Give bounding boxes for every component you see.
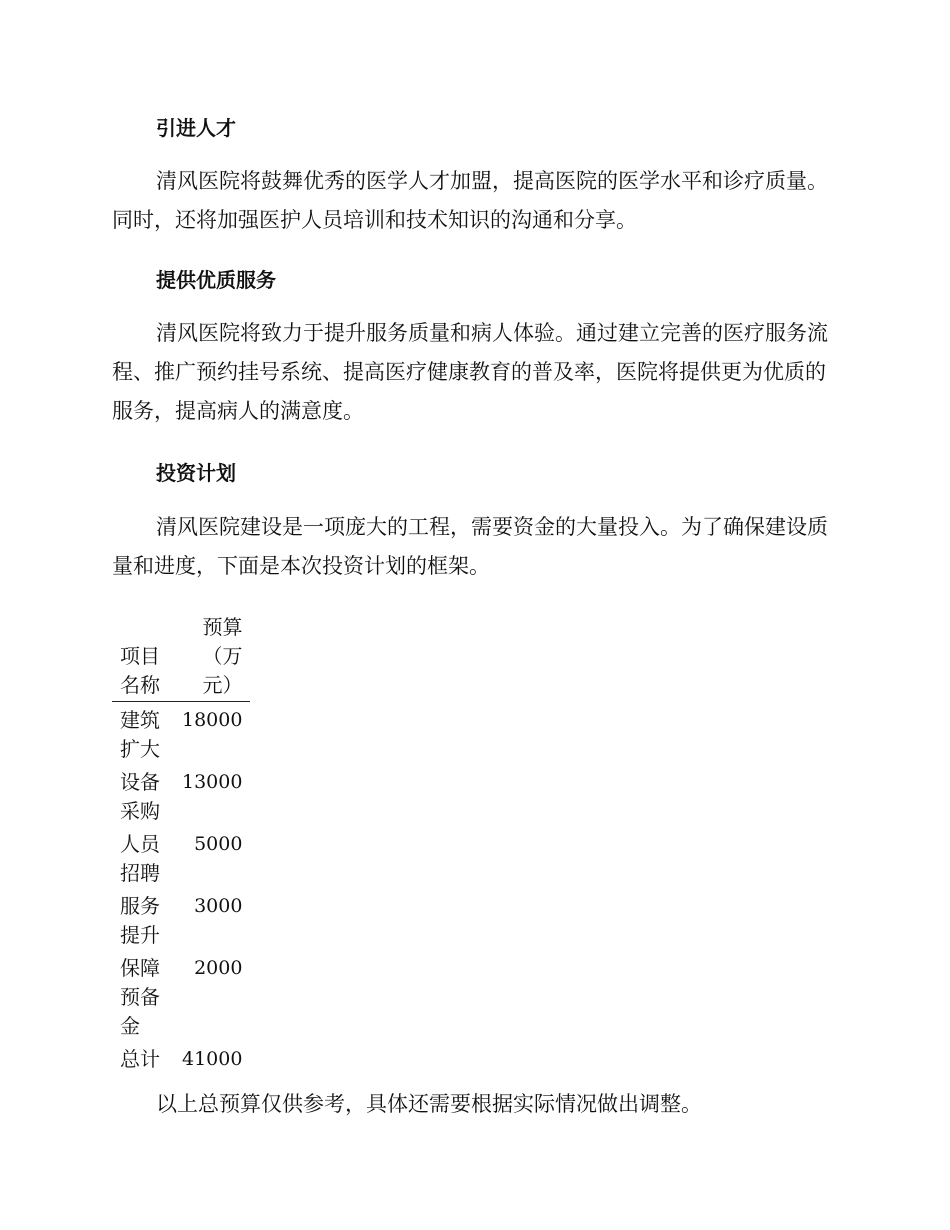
section-heading-talent: 引进人才 xyxy=(156,116,236,140)
table-row xyxy=(112,768,250,830)
budget-value-cell: 3000 xyxy=(194,895,243,917)
total-value-cell: 41000 xyxy=(182,1048,243,1070)
total-label-cell: 总计 xyxy=(120,1047,160,1071)
budget-value-cell: 2000 xyxy=(194,957,243,979)
column-header-item: 项目名称 xyxy=(112,613,174,702)
budget-value-cell: 5000 xyxy=(194,833,243,855)
table-row xyxy=(112,892,250,954)
budget-value-cell: 18000 xyxy=(182,709,243,731)
item-name-cell: 建筑扩大 xyxy=(120,708,160,761)
budget-value-cell: 13000 xyxy=(182,771,243,793)
budget-table xyxy=(112,613,250,1078)
column-header-budget: 预算（万元） xyxy=(174,613,250,702)
section-paragraph-service: 清风医院将致力于提升服务质量和病人体验。通过建立完善的医疗服务流程、推广预约挂号系统、提高医疗健康教育的普及率，医院将提供更为优质的服务，提高病人的满意度。 xyxy=(112,321,828,423)
item-name-cell: 保障预备金 xyxy=(120,956,160,1038)
table-header-row xyxy=(112,613,250,702)
table-total-row xyxy=(112,1045,250,1078)
section-heading-investment: 投资计划 xyxy=(156,461,236,485)
section-heading-service: 提供优质服务 xyxy=(156,268,276,292)
section-paragraph-investment: 清风医院建设是一项庞大的工程，需要资金的大量投入。为了确保建设质量和进度，下面是本次投资计划的框架。 xyxy=(112,515,828,578)
table-row xyxy=(112,702,250,769)
table-row xyxy=(112,954,250,1045)
item-name-cell: 服务提升 xyxy=(120,894,160,947)
item-name-cell: 设备采购 xyxy=(120,770,160,823)
item-name-cell: 人员招聘 xyxy=(120,832,160,885)
budget-note: 以上总预算仅供参考，具体还需要根据实际情况做出调整。 xyxy=(156,1092,702,1116)
section-paragraph-talent: 清风医院将鼓舞优秀的医学人才加盟，提高医院的医学水平和诊疗质量。同时，还将加强医护人员培训和技术知识的沟通和分享。 xyxy=(112,169,828,232)
table-row xyxy=(112,830,250,892)
